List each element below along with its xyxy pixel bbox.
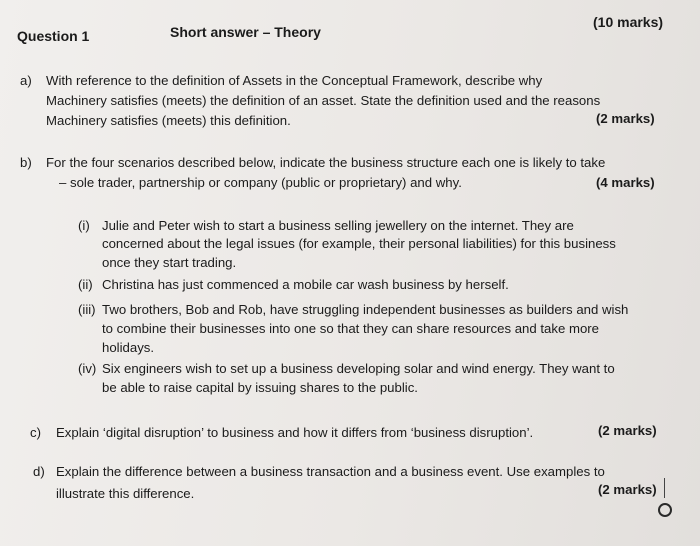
- scenario-iv-line-1: Six engineers wish to set up a business developing solar and wind energy. They want to: [102, 361, 615, 376]
- scenario-ii-number: (ii): [78, 277, 93, 292]
- scenario-iii-number: (iii): [78, 302, 96, 317]
- part-d-line-2: illustrate this difference.: [56, 486, 195, 501]
- scenario-iii-line-1: Two brothers, Bob and Rob, have struggling independent businesses as builders and wish: [102, 302, 629, 317]
- part-c-letter: c): [30, 425, 41, 440]
- scenario-i-line-1: Julie and Peter wish to start a business selling jewellery on the internet. They are: [102, 218, 574, 233]
- part-d-line-1: Explain the difference between a business transaction and a business event. Use examples to: [56, 464, 605, 479]
- scenario-iii-line-2: to combine their businesses into one so that they can share resources and take more: [102, 321, 600, 336]
- part-a-line-2: Machinery satisfies (meets) the definition of an asset. State the definition used and the reasons: [46, 93, 601, 108]
- part-b-letter: b): [20, 155, 32, 170]
- part-a-line-1: With reference to the definition of Assets in the Conceptual Framework, describe why: [46, 73, 543, 88]
- pen-circle-mark: [658, 503, 672, 517]
- scenario-i-line-2: concerned about the legal issues (for example, their personal liabilities) for this business: [102, 236, 616, 251]
- part-b-line-2: – sole trader, partnership or company (public or proprietary) and why.: [59, 175, 462, 190]
- part-d-letter: d): [33, 464, 45, 479]
- part-b-line-1: For the four scenarios described below, indicate the business structure each one is likely to take: [46, 155, 606, 170]
- scenario-iii-line-3: holidays.: [102, 340, 155, 355]
- part-a-marks: (2 marks): [596, 111, 655, 126]
- scenario-i-line-3: once they start trading.: [102, 255, 237, 270]
- part-b-marks: (4 marks): [596, 175, 655, 190]
- question-number: Question 1: [17, 28, 90, 44]
- part-c-text: Explain ‘digital disruption’ to business and how it differs from ‘business disruption’.: [56, 425, 534, 440]
- scenario-iv-line-2: be able to raise capital by issuing shares to the public.: [102, 380, 418, 395]
- total-marks: (10 marks): [593, 14, 664, 30]
- text-cursor: [664, 478, 665, 498]
- scenario-i-number: (i): [78, 218, 90, 233]
- part-d-marks: (2 marks): [598, 482, 657, 497]
- scenario-iv-number: (iv): [78, 361, 97, 376]
- scenario-ii-line-1: Christina has just commenced a mobile car wash business by herself.: [102, 277, 509, 292]
- part-c-marks: (2 marks): [598, 423, 657, 438]
- question-title: Short answer – Theory: [170, 24, 321, 40]
- part-a-letter: a): [20, 73, 32, 88]
- part-a-line-3: Machinery satisfies (meets) this definition.: [46, 113, 291, 128]
